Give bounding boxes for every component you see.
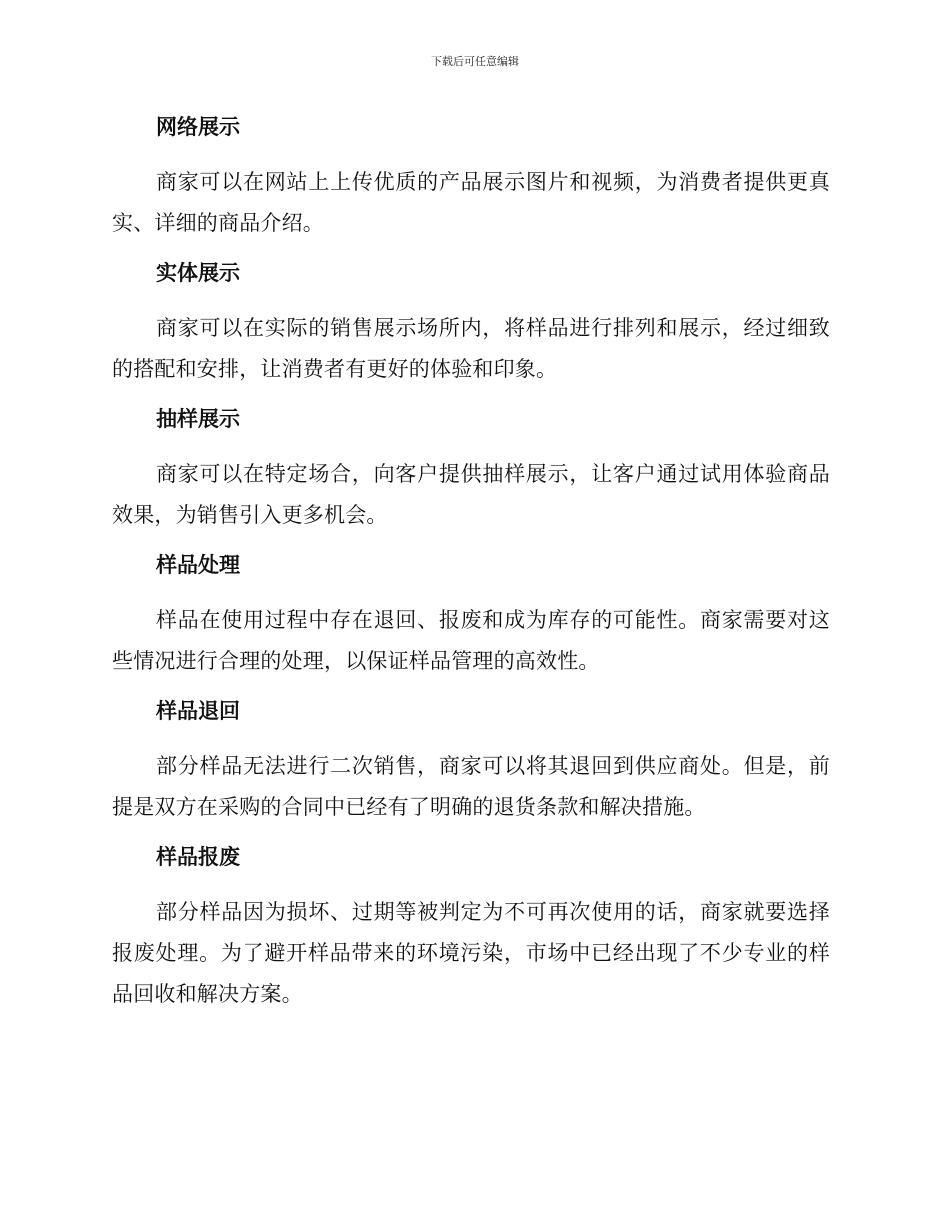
section-heading: 实体展示 [156,261,240,285]
section-paragraph: 部分样品因为损坏、过期等被判定为不可再次使用的话，商家就要选择报废处理。为了避开样品带来的环境污染，市场中已经出现了不少专业的样品回收和解决方案。 [112,900,830,1006]
section-heading: 样品处理 [156,553,240,577]
section-sample-display [112,402,830,536]
document-body [112,110,830,1027]
page-header: 下载后可任意编辑 [431,55,519,68]
section-sample-disposal [112,840,830,1015]
section-heading: 网络展示 [156,115,240,139]
section-heading: 样品退回 [156,699,240,723]
section-physical-display [112,256,830,390]
section-sample-return [112,694,830,828]
section-paragraph: 商家可以在特定场合，向客户提供抽样展示，让客户通过试用体验商品效果，为销售引入更多机会。 [112,462,830,527]
section-paragraph: 商家可以在实际的销售展示场所内，将样品进行排列和展示，经过细致的搭配和安排，让消费者有更好的体验和印象。 [112,316,830,381]
section-paragraph: 部分样品无法进行二次销售，商家可以将其退回到供应商处。但是，前提是双方在采购的合同中已经有了明确的退货条款和解决措施。 [112,754,830,819]
section-paragraph: 商家可以在网站上上传优质的产品展示图片和视频，为消费者提供更真实、详细的商品介绍。 [112,170,830,235]
section-heading: 抽样展示 [156,407,240,431]
section-sample-handling [112,548,830,682]
section-paragraph: 样品在使用过程中存在退回、报废和成为库存的可能性。商家需要对这些情况进行合理的处理，以保证样品管理的高效性。 [112,608,830,673]
section-heading: 样品报废 [156,845,240,869]
section-online-display [112,110,830,244]
